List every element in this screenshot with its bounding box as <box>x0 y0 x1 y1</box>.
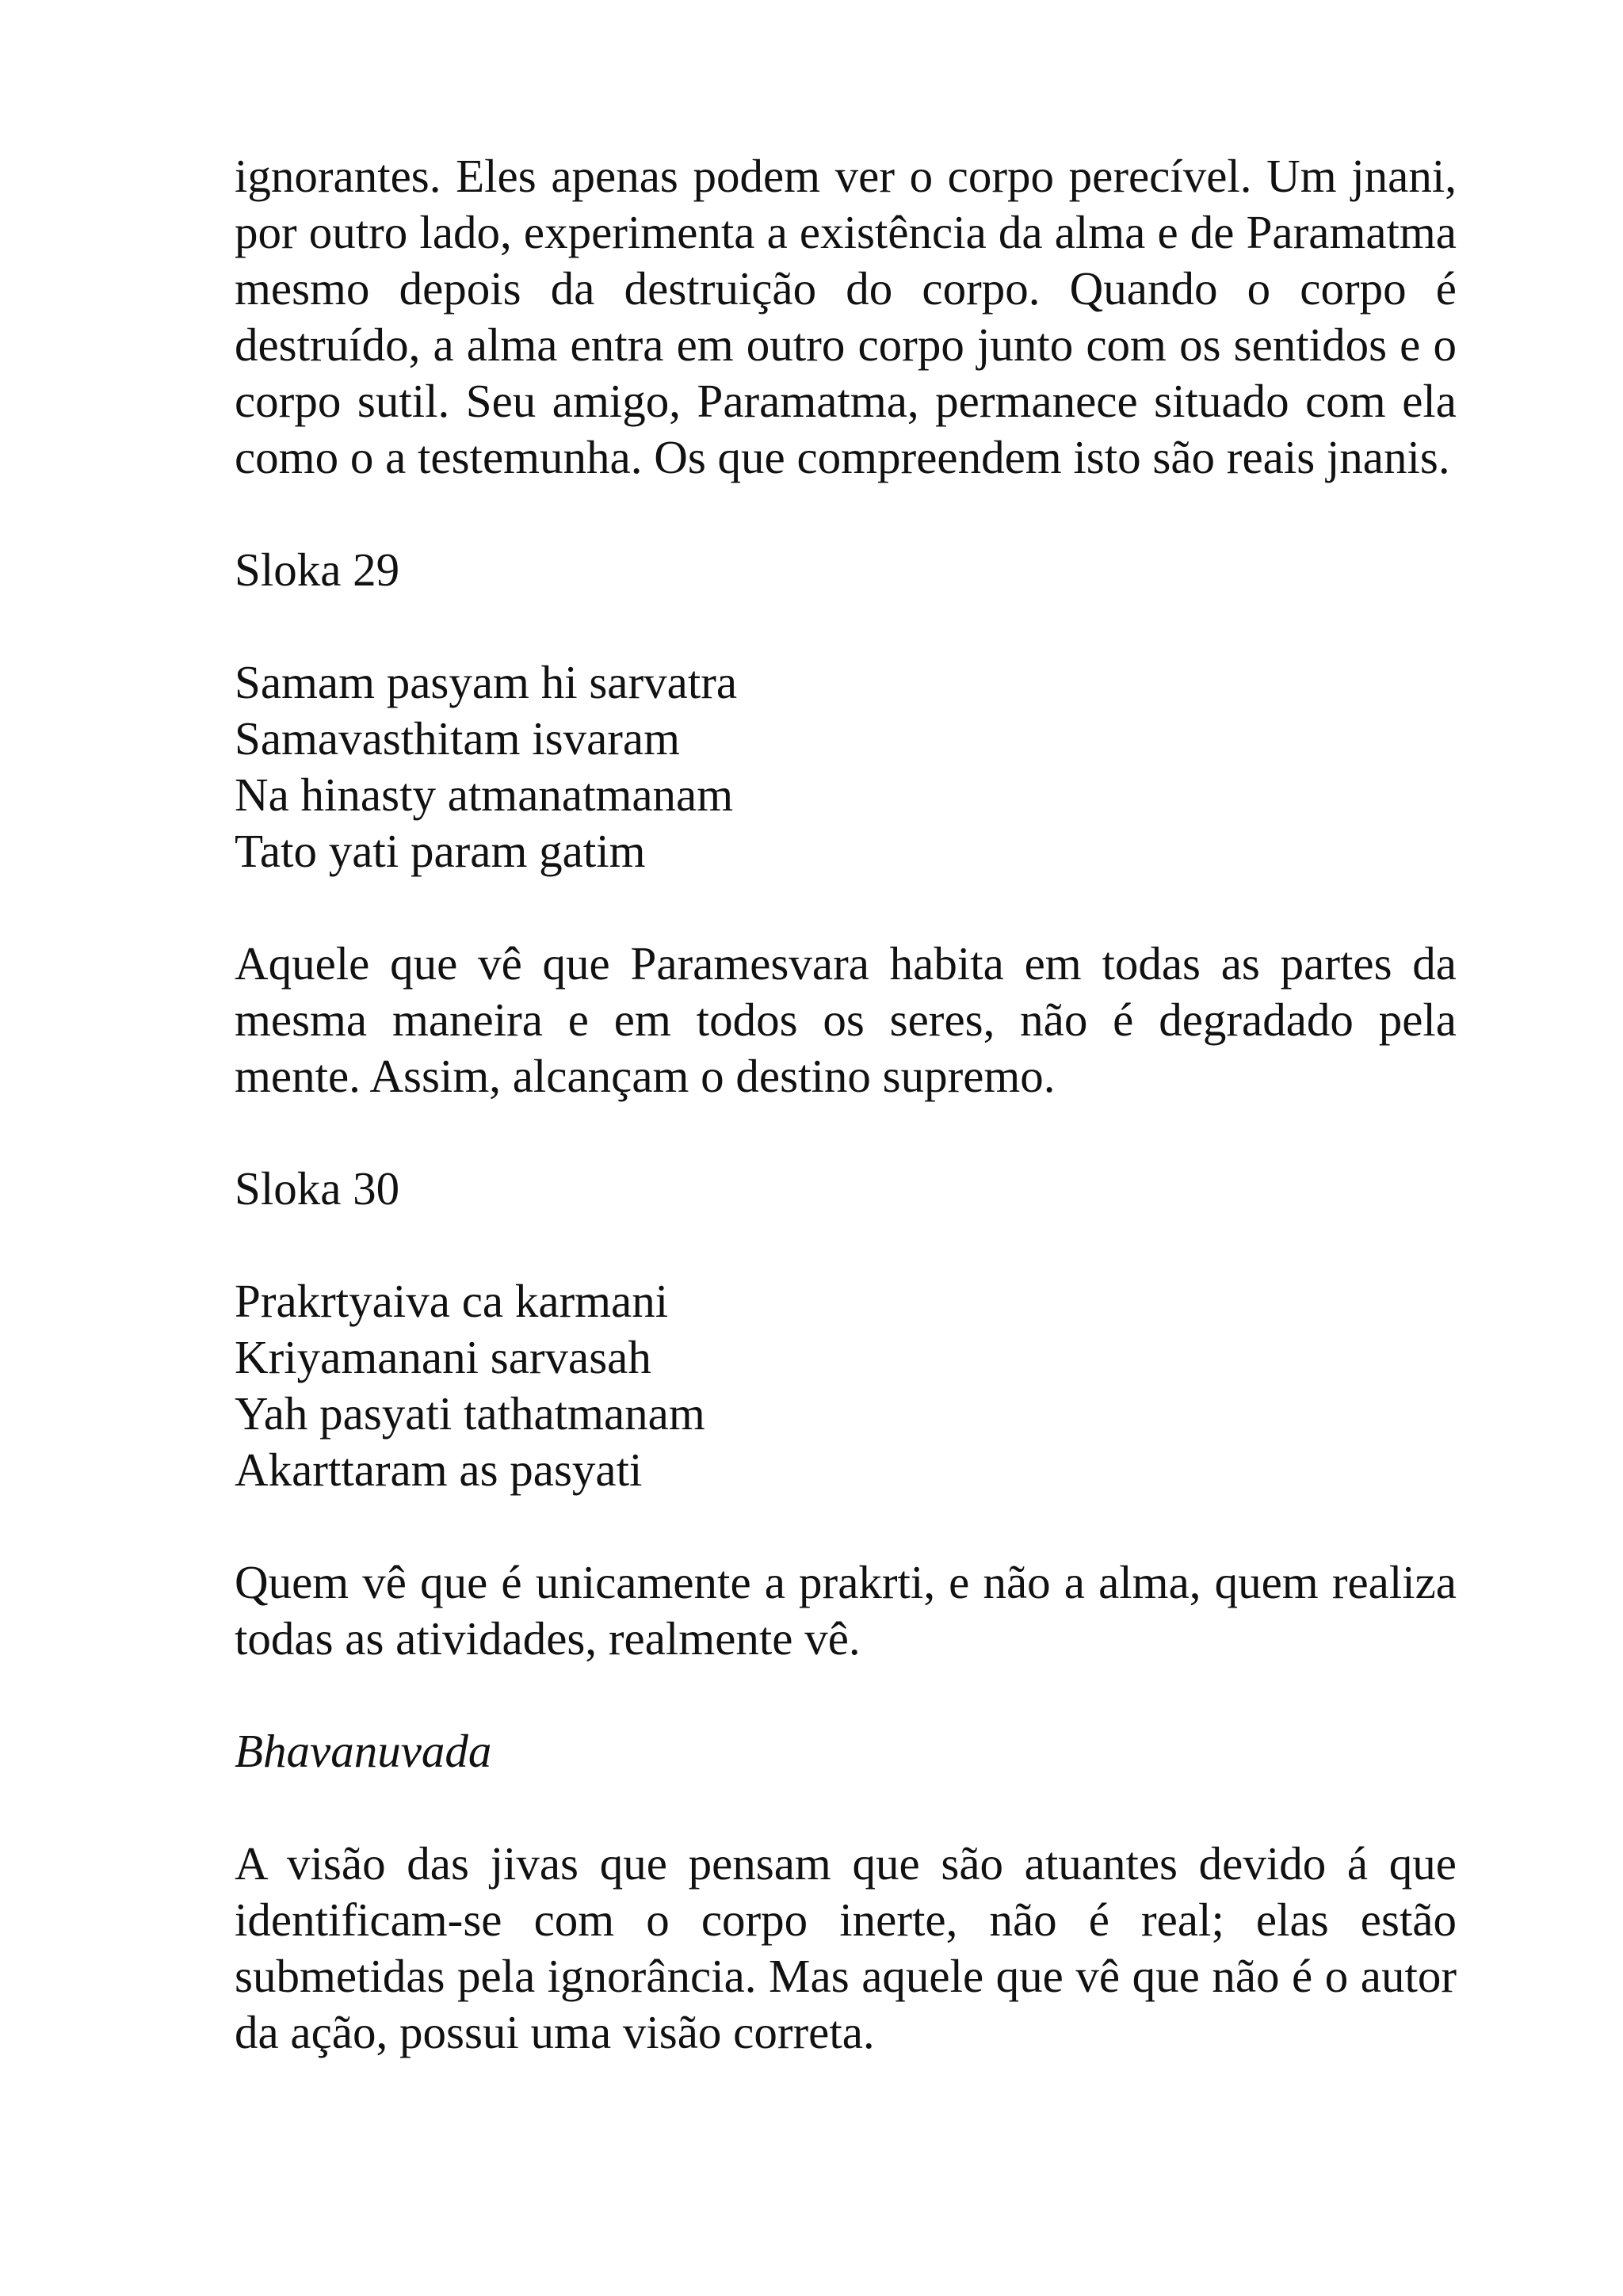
spacer <box>235 879 1457 936</box>
intro-paragraph: ignorantes. Eles apenas podem ver o corpo perecível. Um jnani, por outro lado, experimenta a existência da alma e de Paramatma mesmo depois da destruição do corpo. Quando o corpo é destruído, a alma entra em outro corpo junto com os sentidos e o corpo sutil. Seu amigo, Paramatma, permanece situado com ela como o a testemunha. Os que compreendem isto são reais jnanis. <box>235 150 1457 483</box>
bhavanuvada-heading: Bhavanuvada <box>235 1725 492 1777</box>
verse-line: Samavasthitam isvaram <box>235 712 680 765</box>
sloka-29-translation: Aquele que vê que Paramesvara habita em todas as partes da mesma maneira e em todos os seres, não é degradado pela mente. Assim, alcançam o destino supremo. <box>235 937 1457 1102</box>
spacer <box>235 1779 1457 1836</box>
sloka-29-heading: Sloka 29 <box>235 543 400 596</box>
spacer <box>235 1217 1457 1273</box>
spacer <box>235 1667 1457 1723</box>
sloka-30-verse <box>235 1273 1457 1498</box>
spacer <box>235 1498 1457 1554</box>
spacer <box>235 1104 1457 1161</box>
verse-line: Samam pasyam hi sarvatra <box>235 656 738 708</box>
sloka-30-heading: Sloka 30 <box>235 1162 400 1215</box>
verse-line: Akarttaram as pasyati <box>235 1444 643 1496</box>
verse-line: Na hinasty atmanatmanam <box>235 769 734 821</box>
document-page <box>235 148 1457 2061</box>
bhavanuvada-paragraph: A visão das jivas que pensam que são atuantes devido á que identificam-se com o corpo inerte, não é real; elas estão submetidas pela ignorância. Mas aquele que vê que não é o autor da ação, possui uma visão correta. <box>235 1837 1457 2058</box>
spacer <box>235 598 1457 654</box>
spacer <box>235 486 1457 542</box>
sloka-29-verse <box>235 654 1457 879</box>
verse-line: Tato yati param gatim <box>235 825 646 877</box>
sloka-30-translation: Quem vê que é unicamente a prakrti, e não a alma, quem realiza todas as atividades, realmente vê. <box>235 1556 1457 1665</box>
verse-line: Prakrtyaiva ca karmani <box>235 1275 669 1327</box>
verse-line: Yah pasyati tathatmanam <box>235 1387 705 1440</box>
verse-line: Kriyamanani sarvasah <box>235 1331 651 1383</box>
